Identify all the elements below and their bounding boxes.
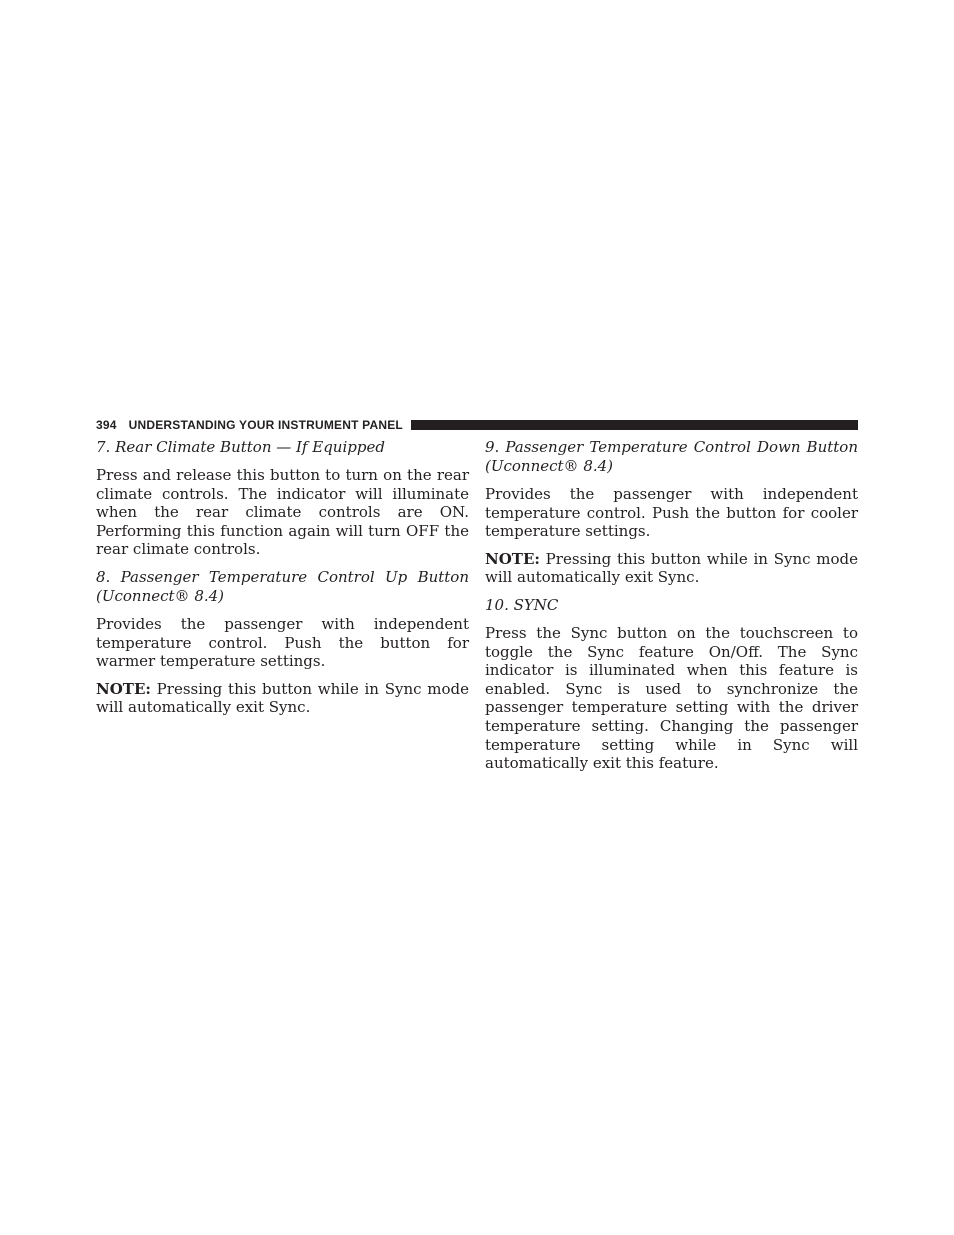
page-header [96, 417, 858, 433]
note-text: Pressing this button while in Sync mode will automatically exit Sync. [96, 679, 469, 717]
heading-passenger-temp-up-line2: (Uconnect® 8.4) [96, 586, 225, 605]
heading-passenger-temp-down-line2: (Uconnect® 8.4) [485, 457, 614, 475]
note-label: NOTE: [96, 679, 151, 698]
paragraph-rear-climate-button: Press and release this button to turn on the rear climate controls. The indicator will illuminate when the rear climate controls are ON. Performing this function again will turn OFF the rear climate controls. [96, 466, 469, 559]
right-column [485, 438, 858, 782]
heading-passenger-temp-up-line1: 8. Passenger Temperature Control Up Button [96, 567, 469, 586]
heading-passenger-temp-down-line1: 9. Passenger Temperature Control Down Button [485, 438, 858, 456]
note-passenger-temp-up-button [96, 680, 469, 717]
heading-passenger-temp-down-button [485, 438, 858, 476]
paragraph-sync: Press the Sync button on the touchscreen to toggle the Sync feature On/Off. The Sync indicator is illuminated when this feature is enabled. Sync is used to synchronize the passenger temperature setting with the driver temperature setting. Changing the passenger temperature setting while in Sync will automatically exit this feature. [485, 623, 858, 773]
heading-passenger-temp-up-button [96, 568, 469, 606]
paragraph-passenger-temp-down-button: Provides the passenger with independent temperature control. Push the button for cooler temperature settings. [485, 485, 858, 541]
section-title: UNDERSTANDING YOUR INSTRUMENT PANEL [128, 418, 403, 432]
note-passenger-temp-down-button [485, 550, 858, 587]
paragraph-passenger-temp-up-button: Provides the passenger with independent temperature control. Push the button for warmer temperature settings. [96, 614, 469, 671]
note-label: NOTE: [485, 549, 540, 568]
page-number: 394 [96, 418, 117, 432]
heading-rear-climate-button: 7. Rear Climate Button — If Equipped [96, 438, 385, 456]
note-text: Pressing this button while in Sync mode will automatically exit Sync. [485, 549, 858, 587]
left-column [96, 438, 469, 726]
header-rule [411, 420, 858, 430]
heading-sync: 10. SYNC [485, 595, 559, 614]
